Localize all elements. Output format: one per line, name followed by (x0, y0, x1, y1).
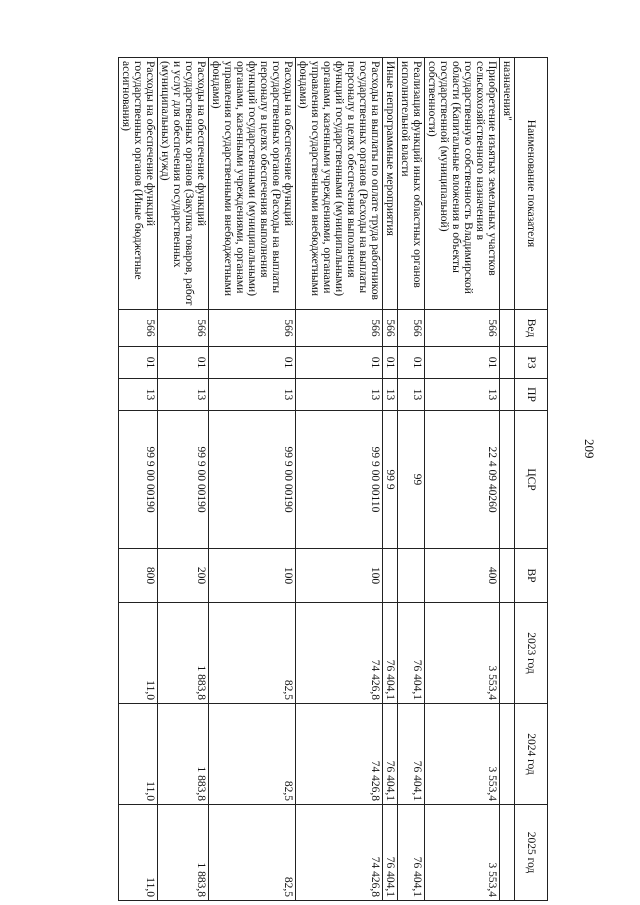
budget-table (118, 57, 548, 901)
header-2024: 2024 год (515, 704, 548, 805)
cell-y2023: 76 404,1 (383, 603, 398, 704)
cell-vr: 200 (158, 549, 209, 603)
cell-ved (500, 310, 515, 347)
cell-csr: 99 (398, 411, 425, 549)
cell-vr: 100 (296, 549, 383, 603)
cell-ved: 566 (398, 310, 425, 347)
cell-pr: 13 (296, 379, 383, 411)
cell-ved: 566 (158, 310, 209, 347)
cell-rz: 01 (383, 347, 398, 379)
cell-csr: 99 9 00 00190 (158, 411, 209, 549)
table-row (119, 58, 158, 901)
cell-csr: 99 9 00 00190 (119, 411, 158, 549)
cell-name: Расходы на выплаты по оплате труда работников государственных органов (Расходы на выплаты персоналу в целях обеспечения выполнения функций государственными (муниципальными) органами, казенными учреждениями, органами управления государственными внебюджетными фондами) (296, 58, 383, 310)
cell-y2024: 11,0 (119, 704, 158, 805)
cell-y2024: 1 883,8 (158, 704, 209, 805)
table-row (209, 58, 296, 901)
header-rz: РЗ (515, 347, 548, 379)
cell-rz: 01 (296, 347, 383, 379)
cell-y2023: 82,5 (209, 603, 296, 704)
cell-csr: 99 9 00 00110 (296, 411, 383, 549)
cell-pr (500, 379, 515, 411)
table-row (425, 58, 500, 901)
cell-ved: 566 (119, 310, 158, 347)
table-row (296, 58, 383, 901)
cell-vr: 100 (209, 549, 296, 603)
cell-pr: 13 (119, 379, 158, 411)
cell-rz: 01 (119, 347, 158, 379)
header-2023: 2023 год (515, 603, 548, 704)
page-number: 209 (582, 439, 597, 459)
cell-y2023: 1 883,8 (158, 603, 209, 704)
cell-rz (500, 347, 515, 379)
cell-ved: 566 (296, 310, 383, 347)
cell-y2023: 11,0 (119, 603, 158, 704)
cell-rz: 01 (158, 347, 209, 379)
header-name: Наименование показателя (515, 58, 548, 310)
cell-y2025: 3 553,4 (425, 805, 500, 901)
cell-y2023: 3 553,4 (425, 603, 500, 704)
cell-name: Расходы на обеспечение функций государственных органов (Иные бюджетные ассигнования) (119, 58, 158, 310)
table-row (158, 58, 209, 901)
cell-rz: 01 (425, 347, 500, 379)
cell-pr: 13 (383, 379, 398, 411)
cell-y2024 (500, 704, 515, 805)
cell-y2023: 76 404,1 (398, 603, 425, 704)
table-row (398, 58, 425, 901)
cell-y2023 (500, 603, 515, 704)
cell-name: Иные непрограммные мероприятия (383, 58, 398, 310)
cell-y2025: 76 404,1 (383, 805, 398, 901)
table-header-row (515, 58, 548, 901)
cell-y2025 (500, 805, 515, 901)
cell-rz: 01 (398, 347, 425, 379)
cell-vr: 800 (119, 549, 158, 603)
cell-vr: 400 (425, 549, 500, 603)
cell-y2025: 1 883,8 (158, 805, 209, 901)
cell-pr: 13 (158, 379, 209, 411)
table-row (383, 58, 398, 901)
header-vr: ВР (515, 549, 548, 603)
cell-y2025: 82,5 (209, 805, 296, 901)
cell-y2023: 74 426,8 (296, 603, 383, 704)
cell-name: Расходы на обеспечение функций государственных органов (Расходы на выплаты персоналу в целях обеспечения выполнения функций государственными (муниципальными) органами, казенными учреждениями, органами управления государственными внебюджетными фондами) (209, 58, 296, 310)
cell-csr: 99 9 (383, 411, 398, 549)
cell-y2024: 76 404,1 (398, 704, 425, 805)
cell-pr: 13 (209, 379, 296, 411)
cell-ved: 566 (425, 310, 500, 347)
header-2025: 2025 год (515, 805, 548, 901)
header-csr: ЦСР (515, 411, 548, 549)
cell-ved: 566 (383, 310, 398, 347)
cell-name: назначения" (500, 58, 515, 310)
table-row (500, 58, 515, 901)
cell-pr: 13 (398, 379, 425, 411)
cell-y2024: 76 404,1 (383, 704, 398, 805)
cell-y2024: 3 553,4 (425, 704, 500, 805)
cell-vr (398, 549, 425, 603)
header-ved: Вед (515, 310, 548, 347)
cell-y2024: 82,5 (209, 704, 296, 805)
cell-y2025: 11,0 (119, 805, 158, 901)
cell-name: Реализация функций иных областных органов исполнительной власти (398, 58, 425, 310)
cell-y2025: 74 426,8 (296, 805, 383, 901)
budget-table-container (118, 57, 548, 900)
cell-pr: 13 (425, 379, 500, 411)
cell-name: Приобретение изъятых земельных участков сельскохозяйственного назначения в государственную собственность Владимирской области (Капитальные вложения в объекты государственной (муниципальной) собственности) (425, 58, 500, 310)
cell-y2024: 74 426,8 (296, 704, 383, 805)
header-pr: ПР (515, 379, 548, 411)
cell-vr (383, 549, 398, 603)
cell-csr (500, 411, 515, 549)
cell-csr: 22 4 09 40260 (425, 411, 500, 549)
cell-ved: 566 (209, 310, 296, 347)
cell-csr: 99 9 00 00190 (209, 411, 296, 549)
cell-rz: 01 (209, 347, 296, 379)
cell-y2025: 76 404,1 (398, 805, 425, 901)
table-body (119, 58, 515, 901)
cell-name: Расходы на обеспечение функций государственных органов (Закупка товаров, работ и услуг для обеспечения государственных (муниципальных) нужд) (158, 58, 209, 310)
cell-vr (500, 549, 515, 603)
